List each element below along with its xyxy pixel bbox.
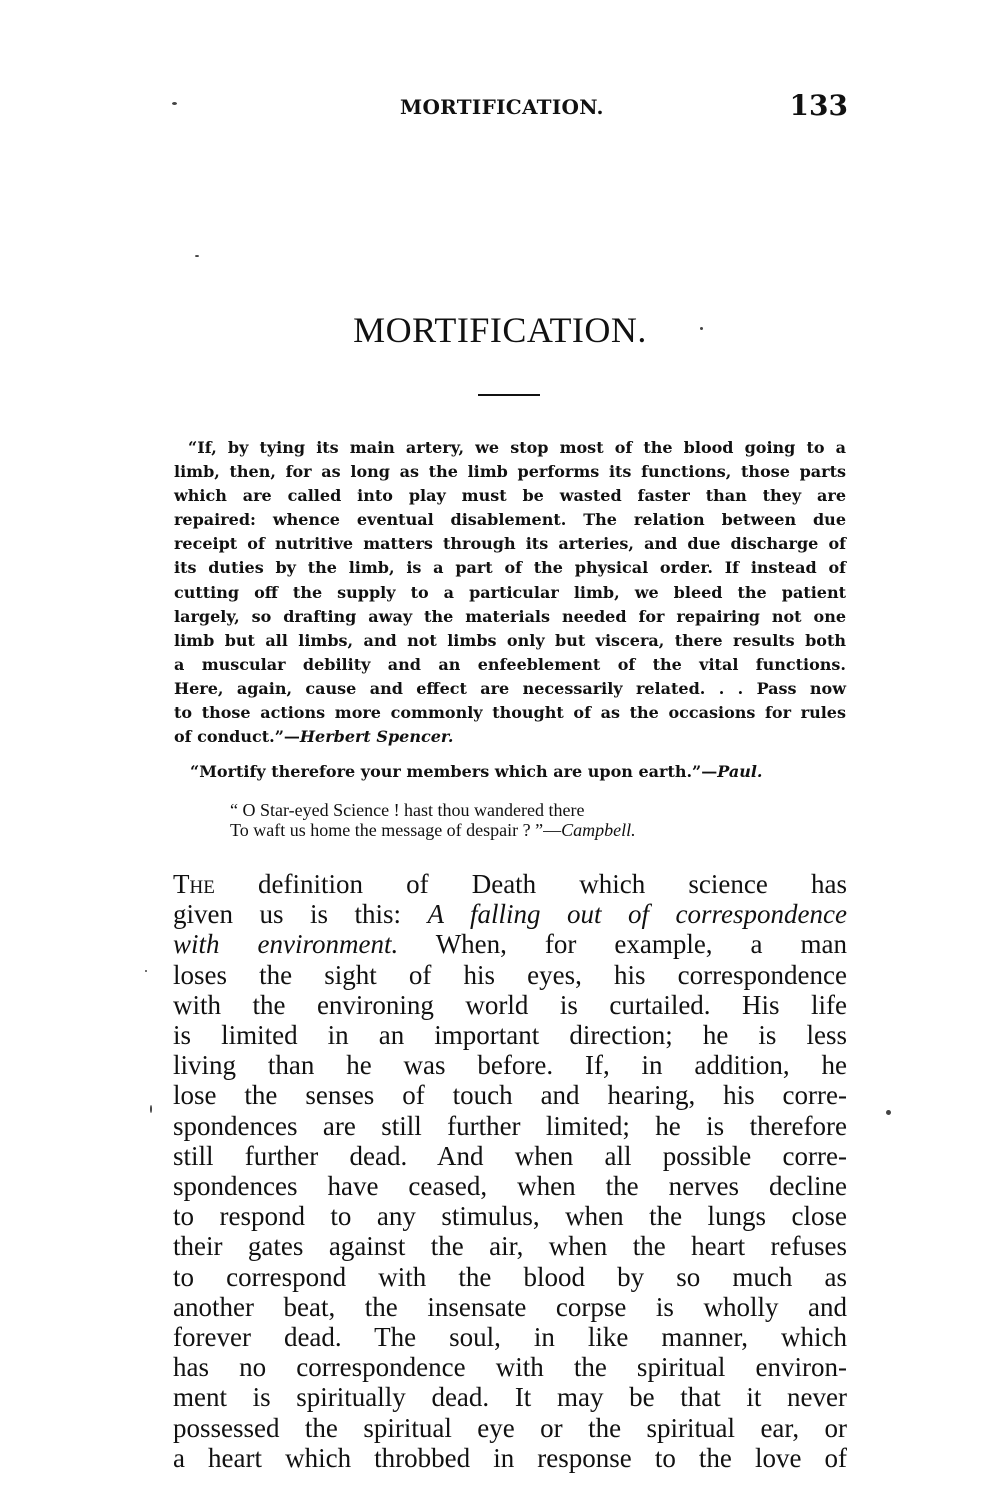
body-line: [173, 929, 847, 959]
scan-speck: [700, 327, 703, 330]
body-line: loses the sight of his eyes, his correspondence: [173, 959, 847, 990]
epigraph-last-line: [174, 725, 846, 749]
running-head-title: MORTIFICATION.: [400, 95, 604, 119]
body-line: still further dead. And when all possible corre-: [173, 1140, 847, 1171]
scan-speck: [172, 102, 177, 105]
body-paragraph: [173, 869, 847, 1473]
epigraph-line: limb, then, for as long as the limb performs its functions, those parts: [174, 462, 846, 482]
body-line: spondences have ceased, when the nerves decline: [173, 1171, 847, 1202]
title-rule: [478, 394, 540, 396]
body-line: is limited in an important direction; he is less: [173, 1020, 847, 1051]
epigraph-line: cutting off the supply to a particular limb, we bleed the patient: [174, 582, 846, 602]
definition-italic-1: A falling out of correspondence: [427, 899, 847, 930]
epigraph-line: a muscular debility and an enfeeblement of the vital functions.: [174, 654, 846, 674]
page-number: 133: [789, 89, 848, 122]
epigraph-line: “If, by tying its main artery, we stop most of the blood going to a: [188, 438, 846, 457]
epigraph-line: receipt of nutritive matters through its arteries, and due discharge of: [174, 534, 846, 554]
body-line: another beat, the insensate corpse is wholly and: [173, 1291, 847, 1322]
body-line: ment is spiritually dead. It may be that it never: [173, 1382, 847, 1413]
scan-speck: [150, 1105, 152, 1113]
epigraph-line: repaired: whence eventual disablement. The relation between due: [174, 510, 846, 530]
body-line: with the environing world is curtailed. His life: [173, 989, 847, 1020]
epigraph-spencer: [174, 436, 846, 749]
body-line: forever dead. The soul, in like manner, which: [173, 1322, 847, 1353]
epigraph-line: which are called into play must be wasted faster than they are: [174, 486, 846, 506]
drop-word: The: [173, 869, 215, 899]
body-line: possessed the spiritual eye or the spiritual ear, or: [173, 1412, 847, 1443]
campbell-attribution: Campbell.: [561, 820, 636, 840]
verse-line-2: [230, 820, 830, 840]
definition-italic-2: with environment.: [173, 929, 399, 960]
body-line: has no correspondence with the spiritual environ-: [173, 1352, 847, 1383]
body-line: spondences are still further limited; he is therefore: [173, 1110, 847, 1141]
body-line: lose the senses of touch and hearing, his corre-: [173, 1080, 847, 1111]
body-line-1-text: definition of Death which science has: [214, 869, 847, 899]
scan-speck: [195, 255, 199, 257]
scan-speck: [886, 1110, 891, 1115]
spencer-attribution: Herbert Spencer.: [299, 727, 454, 747]
body-line: their gates against the air, when the heart refuses: [173, 1231, 847, 1262]
body-line-3-text: When, for example, a man: [398, 929, 847, 960]
epigraph-campbell: [230, 800, 830, 840]
body-line-2-text: given us is this:: [173, 899, 428, 930]
epigraph-line: largely, so drafting away the materials needed for repairing not one: [174, 606, 846, 626]
verse-line-1: “ O Star-eyed Science ! hast thou wandered there: [230, 800, 585, 820]
chapter-title: MORTIFICATION.: [353, 310, 647, 350]
paul-attribution: Paul.: [717, 762, 763, 781]
body-line: a heart which throbbed in response to the love of: [173, 1442, 847, 1473]
paul-quote: “Mortify therefore your members which are upon earth.”—: [190, 762, 718, 781]
epigraph-paul: [190, 760, 850, 784]
epigraph-line: Here, again, cause and effect are necessarily related. . . Pass now: [174, 678, 846, 698]
body-line: to correspond with the blood by so much as: [173, 1261, 847, 1292]
body-line: living than he was before. If, in addition, he: [173, 1050, 847, 1081]
body-line: [173, 899, 847, 929]
epigraph-line: limb but all limbs, and not limbs only but viscera, there results both: [174, 630, 846, 650]
verse-line-2-text: To waft us home the message of despair ? ”—: [230, 820, 562, 840]
epigraph-last-text: of conduct.”—: [174, 727, 300, 747]
epigraph-line: its duties by the limb, is a part of the physical order. If instead of: [174, 558, 846, 578]
scan-speck: [145, 970, 147, 972]
epigraph-line: to those actions more commonly thought of as the occasions for rules: [174, 703, 846, 723]
body-line: [173, 869, 847, 899]
body-line: to respond to any stimulus, when the lungs close: [173, 1201, 847, 1232]
